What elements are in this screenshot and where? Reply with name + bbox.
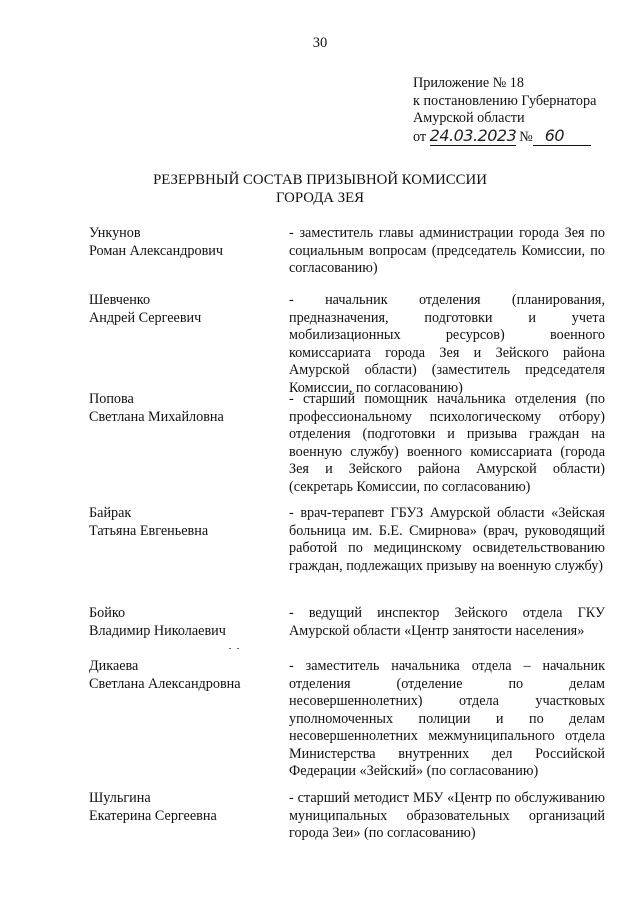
member-role: - врач-терапевт ГБУЗ Амурской области «Зейская больница им. Б.Е. Смирнова» (врач, руководящий работой по медицинскому освидетельствованию граждан, подлежащих призыву на военную службу) (289, 505, 605, 574)
number-prefix: № (519, 128, 533, 145)
handwritten-date: 24.03.2023 (429, 125, 517, 145)
appendix-title: Приложение № 18 (413, 75, 524, 91)
member-role: - старший помощник начальника отделения (по профессиональному психологическому отбору) отделения (подготовки и призыва граждан на военную службу) военного комиссариата (города Зея и Зейского района Амурской области) (секретарь Комиссии, по согласованию) (289, 391, 605, 495)
member-role: - ведущий инспектор Зейского отдела ГКУ Амурской области «Центр занятости населения» (289, 605, 605, 639)
member-given-name: Андрей Сергеевич (89, 309, 202, 326)
member-surname: Шевченко (89, 292, 151, 308)
member-given-name: Екатерина Сергеевна (89, 807, 217, 824)
member-given-name: Роман Александрович (89, 242, 224, 259)
appendix-region: Амурской области (413, 110, 525, 126)
member-surname: Бойко (89, 605, 126, 621)
member-surname: Попова (89, 391, 134, 407)
member-given-name: Светлана Александровна (89, 675, 241, 692)
member-role: - начальник отделения (планирования, предназначения, подготовки и учета мобилизационных ресурсов) военного комиссариата города Зея и Зейского района Амурской области) (заместитель председателя Комиссии, по согласованию) (289, 292, 605, 396)
page-number: 30 (312, 35, 328, 51)
member-given-name: Татьяна Евгеньевна (89, 522, 209, 539)
member-surname: Ункунов (89, 225, 141, 241)
member-role: - заместитель главы администрации города Зея по социальным вопросам (председатель Комиссии, по согласованию) (289, 225, 605, 276)
member-surname: Шульгина (89, 790, 151, 806)
document-title (0, 171, 640, 207)
title-line-1: РЕЗЕРВНЫЙ СОСТАВ ПРИЗЫВНОЙ КОМИССИИ (153, 172, 487, 188)
member-surname: Дикаева (89, 658, 139, 674)
member-role: - заместитель начальника отдела – начальник отделения (отделение по делам несовершеннолетних) отдела участковых уполномоченных полиции и по делам несовершеннолетних межмуниципального отдела Министерства внутренних дел Российской Федерации «Зейский» (по согласованию) (289, 658, 605, 779)
handwritten-number: 60 (544, 125, 565, 145)
member-given-name: Владимир Николаевич (89, 622, 226, 639)
title-line-2: ГОРОДА ЗЕЯ (275, 190, 365, 206)
appendix-header (413, 75, 633, 146)
member-role: - старший методист МБУ «Центр по обслуживанию муниципальных образовательных организаций города Зеи» (по согласованию) (289, 790, 605, 841)
appendix-date-number (413, 125, 633, 147)
scan-speck (237, 648, 239, 649)
appendix-resolution-ref: к постановлению Губернатора (413, 92, 597, 109)
member-given-name: Светлана Михайловна (89, 408, 224, 425)
scan-speck (229, 648, 231, 649)
date-prefix: от (413, 128, 427, 145)
member-surname: Байрак (89, 505, 132, 521)
